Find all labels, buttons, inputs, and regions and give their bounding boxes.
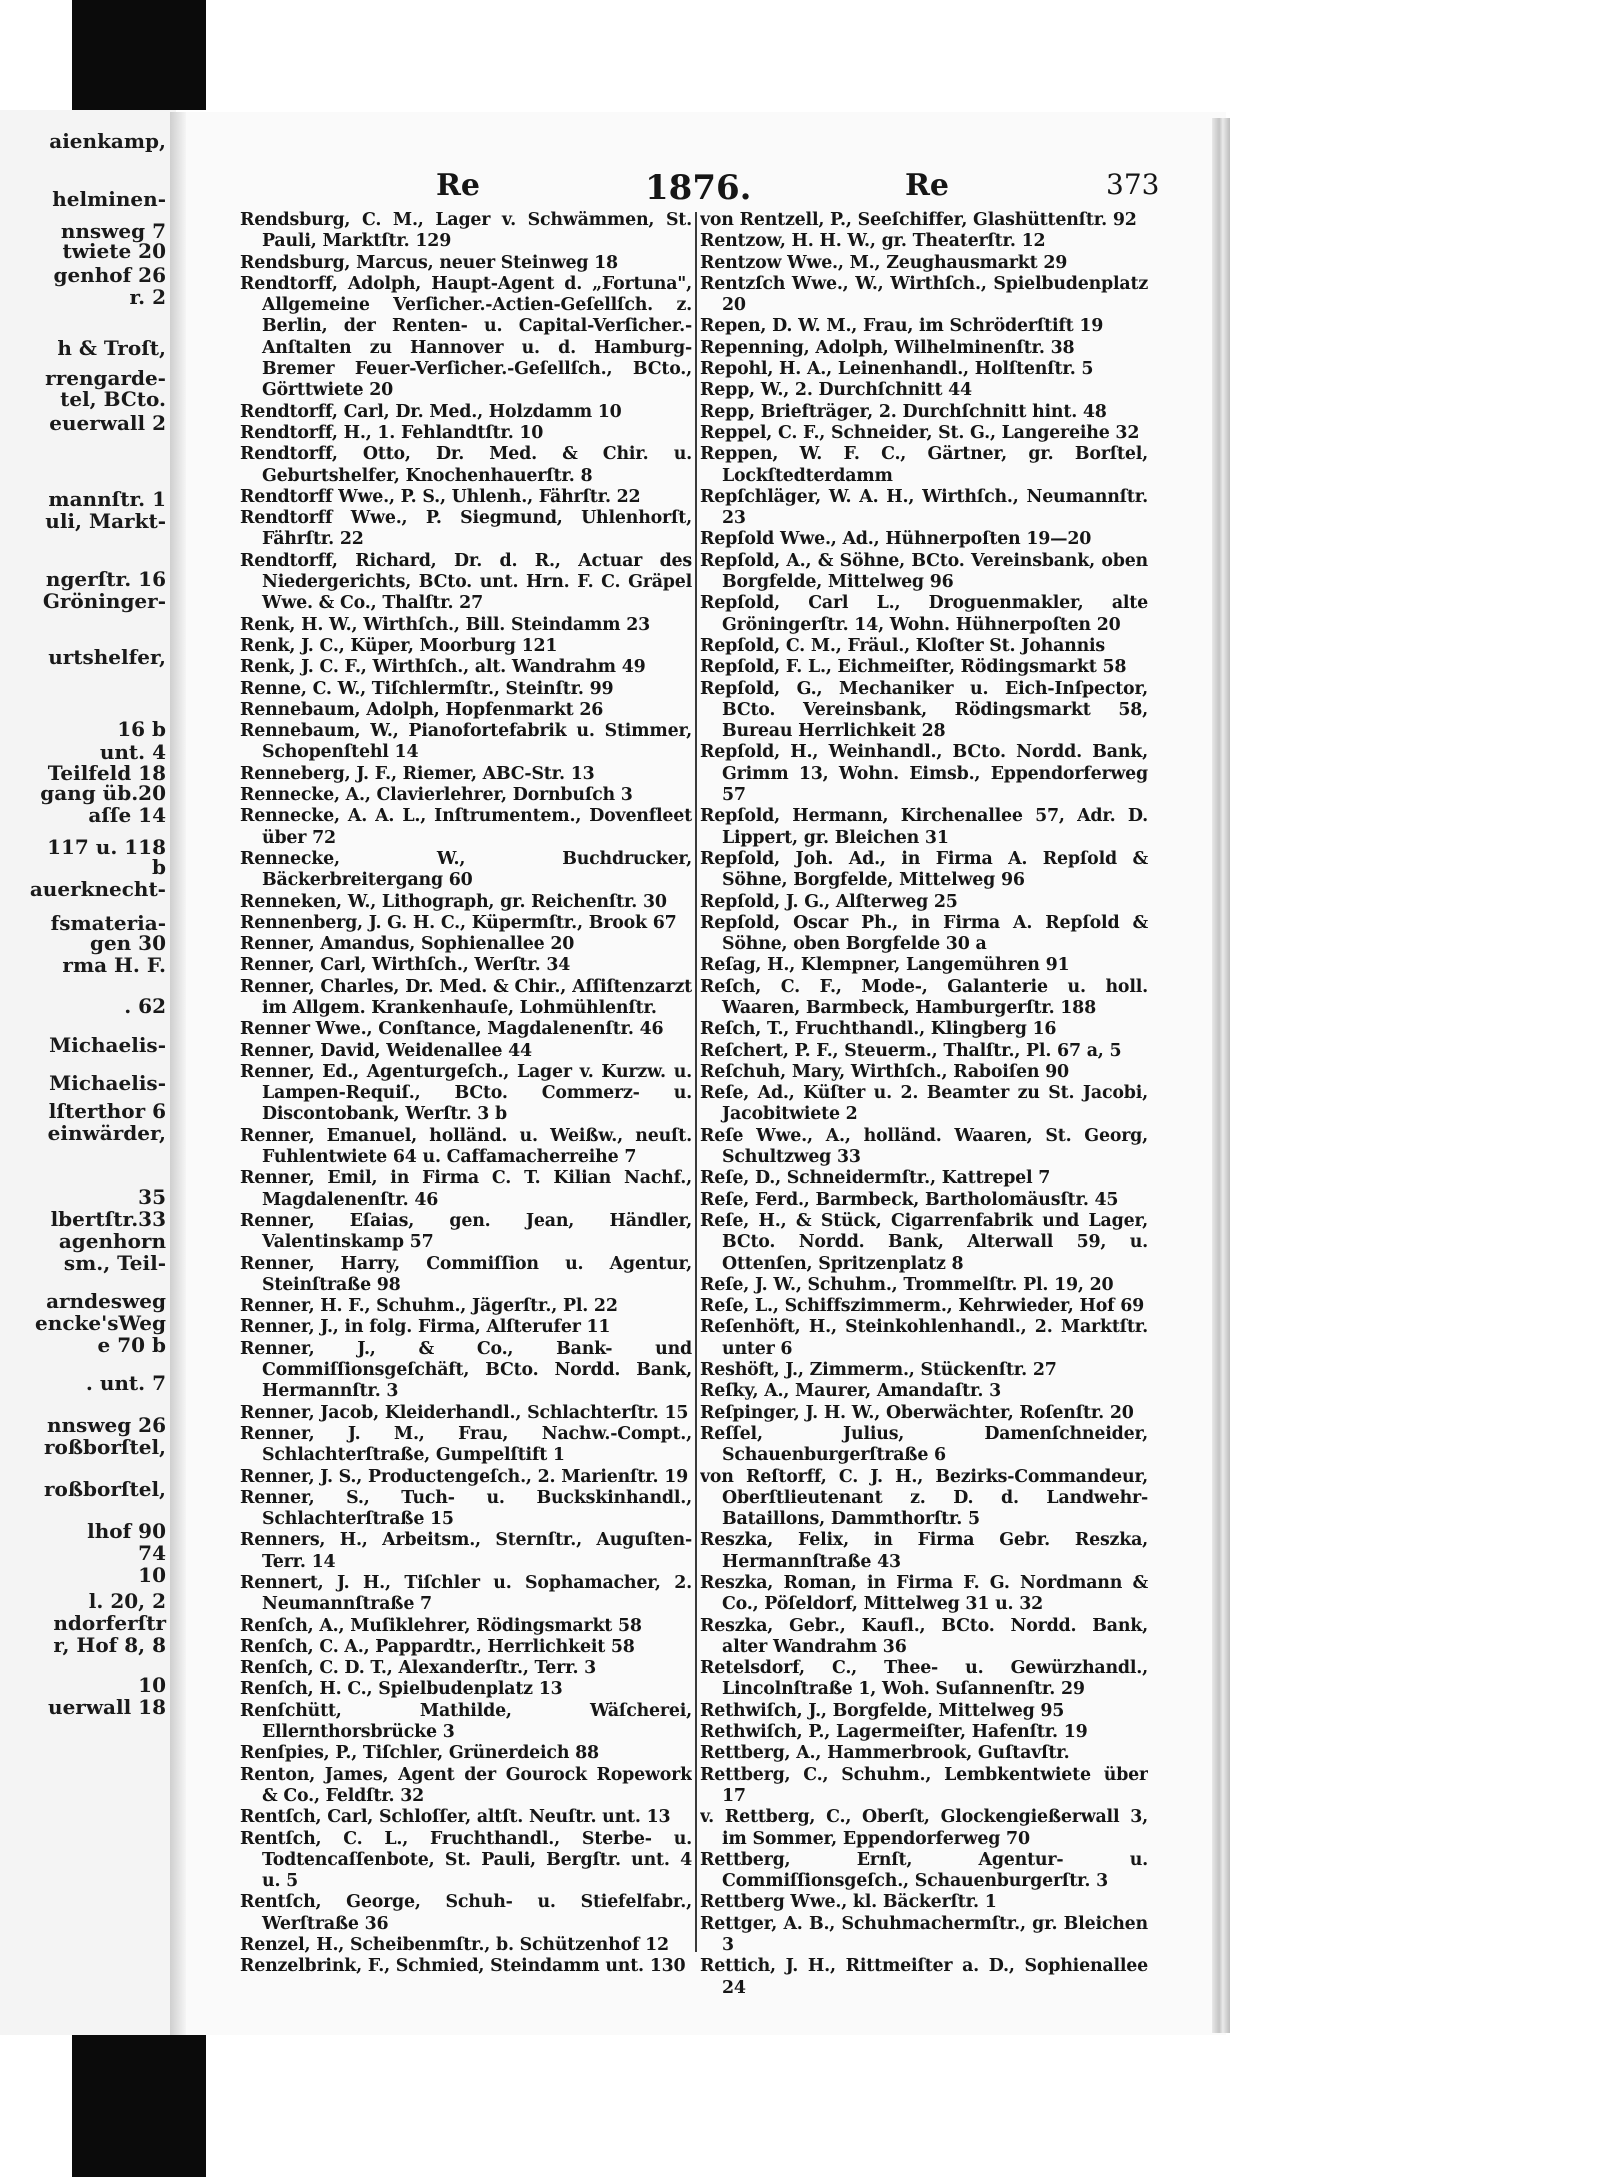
previous-page-fragment: r, Hof 8, 8 — [53, 1633, 166, 1657]
directory-entry: Repſold, J. G., Alſterweg 25 — [700, 891, 958, 912]
directory-entry: Reſenhöft, H., Steinkohlenhandl., 2. Marktſtr. unter 6 — [700, 1317, 1148, 1359]
previous-page-fragment: sm., Teil- — [63, 1251, 166, 1275]
directory-entry: Renner, Carl, Wirthſch., Werſtr. 34 — [240, 955, 571, 976]
directory-entry: Rendtorff, Adolph, Haupt-Agent d. „Fortuna", Allgemeine Verſicher.-Actien-Geſellſch. z. Berlin, der Renten- u. Capital-Verſicher.-Anſtalten zu Hannover u. d. Hamburg-Bremer Feuer-Verſicher.-Geſellſch., BCto., Görttwiete 20 — [240, 273, 692, 401]
previous-page-fragment: nnsweg 26 — [46, 1413, 166, 1437]
directory-entry: Renzel, H., Scheibenmſtr., b. Schützenhof 12 — [240, 1935, 669, 1956]
previous-page-fragment: einwärder, — [47, 1121, 166, 1145]
directory-entry: Renſpies, P., Tiſchler, Grünerdeich 88 — [240, 1743, 599, 1764]
previous-page-fragment: mannſtr. 1 — [48, 487, 166, 511]
previous-page-fragment: gang üb.20 — [40, 781, 166, 805]
directory-entry: Renner, Ed., Agenturgeſch., Lager v. Kurzw. u. Lampen-Requiſ., BCto. Commerz- u. Discontobank, Werſtr. 3 b — [240, 1061, 692, 1125]
previous-page-fragment: euerwall 2 — [49, 411, 166, 435]
column-divider — [695, 212, 697, 1952]
previous-page-fragment: aienkamp, — [49, 129, 166, 153]
previous-page-fragment: 10 — [138, 1563, 166, 1587]
directory-entry: Repſold, Joh. Ad., in Firma A. Repſold & Söhne, Borgfelde, Mittelweg 96 — [700, 848, 1148, 891]
previous-page-fragment: roßborſtel, — [43, 1435, 166, 1459]
directory-entry: Rettberg, C., Schuhm., Lembkentwiete über 17 — [700, 1764, 1148, 1806]
directory-entry: Rettberg, A., Hammerbrook, Guſtavſtr. — [700, 1743, 1070, 1764]
directory-entry: Rennecke, W., Buchdrucker, Bäckerbreitergang 60 — [240, 848, 692, 891]
directory-entry: Renner, Harry, Commiſſion u. Agentur, Steinſtraße 98 — [240, 1253, 692, 1295]
book-gutter-shadow — [170, 112, 186, 2035]
directory-entry: Repſold, A., & Söhne, BCto. Vereinsbank, oben Borgfelde, Mittelweg 96 — [700, 550, 1148, 593]
directory-entry: Rentzow, H. H. W., gr. Theaterſtr. 12 — [700, 231, 1046, 252]
running-head-year: 1876. — [645, 168, 752, 208]
directory-entry: Reszka, Roman, in Firma F. G. Nordmann & Co., Pöſeldorf, Mittelweg 31 u. 32 — [700, 1573, 1148, 1615]
previous-page-fragment: tel, BCto. — [60, 387, 166, 411]
directory-entry: Rethwiſch, P., Lagermeiſter, Hafenſtr. 19 — [700, 1722, 1088, 1743]
previous-page-fragment: e 70 b — [97, 1333, 166, 1357]
previous-page-fragment: ndorferſtr — [53, 1611, 166, 1635]
directory-entry: Reſchuh, Mary, Wirthſch., Raboiſen 90 — [700, 1061, 1069, 1082]
directory-entry: Rendtorff, H., 1. Fehlandtſtr. 10 — [240, 422, 544, 443]
directory-entry: Repohl, H. A., Leinenhandl., Holſtenſtr. 5 — [700, 359, 1094, 380]
directory-entry: Reſky, A., Maurer, Amandaſtr. 3 — [700, 1381, 1001, 1402]
directory-entry: Rentſch, C. L., Fruchthandl., Sterbe- u. Todtencaſſenbote, St. Pauli, Bergſtr. unt. 4 u. 5 — [240, 1828, 692, 1892]
previous-page-fragment: aſſe 14 — [88, 803, 166, 827]
previous-page-fragment: encke'sWeg — [35, 1311, 166, 1335]
previous-page-fragment: genhof 26 — [53, 263, 166, 287]
previous-page-fragment: auerknecht- — [29, 877, 166, 901]
directory-entry: Reſe, H., & Stück, Cigarrenfabrik und Lager, BCto. Nordd. Bank, Alterwall 59, u. Ottenſen, Spritzenplatz 8 — [700, 1210, 1148, 1274]
previous-page-fragment: roßborſtel, — [43, 1477, 166, 1501]
directory-entry: Reſpinger, J. H. W., Oberwächter, Roſenſtr. 20 — [700, 1402, 1134, 1423]
directory-entry: Rentſch, George, Schuh- u. Stiefelfabr., Werſtraße 36 — [240, 1892, 692, 1934]
directory-entry: Renner, Emanuel, holländ. u. Weißw., neuſt. Fuhlentwiete 64 u. Caffamacherreihe 7 — [240, 1125, 692, 1168]
directory-entry: Rendtorff, Carl, Dr. Med., Holzdamm 10 — [240, 401, 622, 422]
directory-entry: Rentzſch Wwe., W., Wirthſch., Spielbudenplatz 20 — [700, 273, 1148, 316]
previous-page-fragment: h & Troſt, — [57, 336, 166, 360]
directory-entry: Reppel, C. F., Schneider, St. G., Langereihe 32 — [700, 422, 1140, 443]
previous-page-fragment: uli, Markt- — [45, 509, 166, 533]
directory-entry: Reſſel, Julius, Damenſchneider, Schauenburgerſtraße 6 — [700, 1423, 1148, 1466]
previous-page-fragment: uerwall 18 — [48, 1695, 166, 1719]
directory-entry: Rentzow Wwe., M., Zeughausmarkt 29 — [700, 252, 1068, 273]
directory-entry: Renner, Eſaias, gen. Jean, Händler, Valentinskamp 57 — [240, 1210, 692, 1253]
directory-entry: Renſchütt, Mathilde, Wäſcherei, Ellernthorsbrücke 3 — [240, 1700, 692, 1743]
directory-entry: Reppen, W. F. C., Gärtner, gr. Borſtel, Lockſtedterdamm — [700, 444, 1148, 486]
scan-border-bottom — [72, 2035, 206, 2177]
directory-entry: Reſe, L., Schiffszimmerm., Kehrwieder, Hof 69 — [700, 1296, 1145, 1317]
directory-entry: Reſe, D., Schneidermſtr., Kattrepel 7 — [700, 1168, 1051, 1189]
directory-entry: Renner, David, Weidenallee 44 — [240, 1040, 532, 1061]
directory-entry: Rendsburg, C. M., Lager v. Schwämmen, St. Pauli, Marktſtr. 129 — [240, 210, 692, 252]
directory-entry: Renner, J. S., Productengeſch., 2. Marienſtr. 19 — [240, 1466, 689, 1487]
previous-page-fragment: Teilfeld 18 — [47, 761, 166, 785]
previous-page-fragment: rma H. F. — [62, 953, 166, 977]
previous-page-column — [0, 122, 172, 2022]
directory-entry: Repenning, Adolph, Wilhelminenſtr. 38 — [700, 337, 1075, 358]
directory-entry: Renſch, A., Muſiklehrer, Rödingsmarkt 58 — [240, 1615, 642, 1636]
directory-entry: Renſch, C. A., Pappardtr., Herrlichkeit 58 — [240, 1636, 635, 1657]
directory-entry: Rettberg, Ernſt, Agentur- u. Commiſſionsgeſch., Schauenburgerſtr. 3 — [700, 1849, 1148, 1892]
directory-entry: Rendsburg, Marcus, neuer Steinweg 18 — [240, 252, 618, 273]
directory-entry: Reſchert, P. F., Steuerm., Thalſtr., Pl. 67 a, 5 — [700, 1040, 1122, 1061]
directory-entry: Renneberg, J. F., Riemer, ABC-Str. 13 — [240, 763, 595, 784]
previous-page-fragment: lbertſtr.33 — [50, 1207, 166, 1231]
directory-entry: Renner Wwe., Conſtance, Magdalenenſtr. 46 — [240, 1019, 664, 1040]
directory-entry: Rettger, A. B., Schuhmachermſtr., gr. Bleichen 3 — [700, 1913, 1148, 1956]
directory-entry: Repſold Wwe., Ad., Hühnerpoſten 19—20 — [700, 529, 1092, 550]
directory-entry: Reſe, Ferd., Barmbeck, Bartholomäusſtr. 45 — [700, 1189, 1119, 1210]
previous-page-fragment: agenhorn — [58, 1229, 166, 1253]
previous-page-fragment: 74 — [138, 1541, 166, 1565]
directory-entry: Rendtorff, Otto, Dr. Med. & Chir. u. Geburtshelfer, Knochenhauerſtr. 8 — [240, 444, 692, 486]
directory-entry: Renner, Amandus, Sophienallee 20 — [240, 934, 575, 955]
directory-entry: Rentſch, Carl, Schloſſer, altſt. Neuſtr. unt. 13 — [240, 1807, 671, 1828]
directory-column-left — [240, 210, 692, 2010]
directory-entry: Repſold, G., Mechaniker u. Eich-Inſpector, BCto. Vereinsbank, Rödingsmarkt 58, Bureau Herrlichkeit 28 — [700, 678, 1148, 742]
directory-entry: Rendtorff Wwe., P. Siegmund, Uhlenhorſt, Fährſtr. 22 — [240, 508, 692, 550]
directory-column-right — [700, 210, 1148, 2010]
directory-entry: Reſe, Ad., Küſter u. 2. Beamter zu St. Jacobi, Jacobitwiete 2 — [700, 1083, 1148, 1125]
directory-entry: Renner, S., Tuch- u. Buckskinhandl., Schlachterſtraße 15 — [240, 1487, 692, 1530]
directory-entry: Repſold, Oscar Ph., in Firma A. Repſold & Söhne, oben Borgfelde 30 a — [700, 912, 1148, 955]
directory-entry: Repſold, H., Weinhandl., BCto. Nordd. Bank, Grimm 13, Wohn. Eimsb., Eppendorferweg 57 — [700, 742, 1148, 806]
directory-entry: Renners, H., Arbeitsm., Sternſtr., Auguſten-Terr. 14 — [240, 1530, 692, 1572]
previous-page-fragment: urtshelfer, — [48, 645, 166, 669]
previous-page-fragment: . unt. 7 — [85, 1371, 166, 1395]
directory-entry: Repſchläger, W. A. H., Wirthſch., Neumannſtr. 23 — [700, 486, 1148, 529]
previous-page-fragment: nnsweg 7 — [60, 219, 166, 243]
directory-entry: Renner, J. M., Frau, Nachw.-Compt., Schlachterſtraße, Gumpelſtift 1 — [240, 1423, 692, 1466]
directory-entry: Rendtorff Wwe., P. S., Uhlenh., Fährſtr. 22 — [240, 486, 641, 507]
previous-page-fragment: 16 b — [117, 717, 166, 741]
directory-entry: Renner, Charles, Dr. Med. & Chir., Aſſiſtenzarzt im Allgem. Krankenhauſe, Lohmühlenſtr. — [240, 976, 692, 1018]
previous-page-fragment: arndesweg — [46, 1289, 166, 1313]
previous-page-fragment: r. 2 — [129, 285, 166, 309]
directory-entry: Rettich, J. H., Rittmeiſter a. D., Sophienallee 24 — [700, 1956, 1148, 1998]
directory-entry: Renner, Emil, in Firma C. T. Kilian Nachf., Magdalenenſtr. 46 — [240, 1168, 692, 1210]
directory-entry: Repſold, Carl L., Droguenmakler, alte Gröningerſtr. 14, Wohn. Hühnerpoſten 20 — [700, 593, 1148, 635]
previous-page-fragment: 117 u. 118 — [47, 835, 166, 859]
scan-border-top — [72, 0, 206, 110]
directory-entry: Renton, James, Agent der Gourock Ropework & Co., Feldſtr. 32 — [240, 1764, 692, 1806]
directory-entry: Reſe Wwe., A., holländ. Waaren, St. Georg, Schultzweg 33 — [700, 1125, 1148, 1168]
directory-entry: Reſe, J. W., Schuhm., Trommelſtr. Pl. 19, 20 — [700, 1274, 1114, 1295]
directory-entry: Rethwiſch, J., Borgfelde, Mittelweg 95 — [700, 1700, 1065, 1721]
running-head-left: Re — [436, 168, 481, 203]
previous-page-fragment: ngerſtr. 16 — [45, 567, 166, 591]
previous-page-fragment: helminen- — [52, 187, 166, 211]
directory-entry: Reshöft, J., Zimmerm., Stückenſtr. 27 — [700, 1360, 1057, 1381]
previous-page-fragment: l. 20, 2 — [88, 1589, 166, 1613]
directory-entry: Renk, H. W., Wirthſch., Bill. Steindamm 23 — [240, 614, 651, 635]
directory-entry: Renne, C. W., Tiſchlermſtr., Steinſtr. 99 — [240, 678, 614, 699]
page-number: 373 — [1106, 168, 1160, 201]
previous-page-fragment: b — [152, 855, 166, 879]
directory-entry: von Reſtorff, C. J. H., Bezirks-Commandeur, Oberſtlieutenant z. D. d. Landwehr-Bataillons, Dammthorſtr. 5 — [700, 1466, 1148, 1530]
directory-entry: v. Rettberg, C., Oberſt, Glockengießerwall 3, im Sommer, Eppendorferweg 70 — [700, 1807, 1148, 1849]
directory-entry: Renſch, C. D. T., Alexanderſtr., Terr. 3 — [240, 1658, 597, 1679]
directory-entry: Rennenberg, J. G. H. C., Küpermſtr., Brook 67 — [240, 912, 677, 933]
directory-entry: Repp, Briefträger, 2. Durchſchnitt hint. 48 — [700, 401, 1107, 422]
directory-entry: Reszka, Gebr., Kaufl., BCto. Nordd. Bank, alter Wandrahm 36 — [700, 1615, 1148, 1657]
directory-entry: Renk, J. C., Küper, Moorburg 121 — [240, 635, 558, 656]
directory-entry: Rennebaum, Adolph, Hopfenmarkt 26 — [240, 699, 604, 720]
directory-entry: Rennert, J. H., Tiſchler u. Sophamacher, 2. Neumannſtraße 7 — [240, 1573, 692, 1615]
directory-entry: Rettberg Wwe., kl. Bäckerſtr. 1 — [700, 1892, 997, 1913]
directory-entry: Renzelbrink, F., Schmied, Steindamm unt. 130 — [240, 1956, 686, 1977]
directory-entry: Renneken, W., Lithograph, gr. Reichenſtr. 30 — [240, 891, 667, 912]
directory-entry: Renner, H. F., Schuhm., Jägerſtr., Pl. 22 — [240, 1296, 618, 1317]
directory-entry: Renſch, H. C., Spielbudenplatz 13 — [240, 1679, 563, 1700]
directory-entry: Reſag, H., Klempner, Langemühren 91 — [700, 955, 1070, 976]
directory-entry: Reszka, Felix, in Firma Gebr. Reszka, Hermannſtraße 43 — [700, 1530, 1148, 1572]
previous-page-fragment: unt. 4 — [99, 740, 166, 764]
previous-page-fragment: 10 — [138, 1673, 166, 1697]
previous-page-fragment: rrengarde- — [45, 366, 166, 390]
previous-page-fragment: gen 30 — [89, 931, 166, 955]
directory-entry: Renner, J., in folg. Firma, Alſterufer 11 — [240, 1317, 611, 1338]
directory-entry: Repſold, C. M., Fräul., Kloſter St. Johannis — [700, 635, 1106, 656]
running-head-right: Re — [905, 168, 950, 203]
directory-entry: Rendtorff, Richard, Dr. d. R., Actuar des Niedergerichts, BCto. unt. Hrn. F. C. Gräpel Wwe. & Co., Thalſtr. 27 — [240, 550, 692, 614]
directory-entry: Repen, D. W. M., Frau, im Schröderſtift 19 — [700, 316, 1104, 337]
directory-entry: Reſch, C. F., Mode-, Galanterie u. holl. Waaren, Barmbeck, Hamburgerſtr. 188 — [700, 976, 1148, 1018]
directory-entry: Renner, Jacob, Kleiderhandl., Schlachterſtr. 15 — [240, 1402, 689, 1423]
previous-page-fragment: fsmateria- — [50, 911, 166, 935]
directory-entry: Repſold, F. L., Eichmeiſter, Rödingsmarkt 58 — [700, 657, 1127, 678]
directory-entry: Rennebaum, W., Pianofortefabrik u. Stimmer, Schopenſtehl 14 — [240, 721, 692, 763]
previous-page-fragment: twiete 20 — [62, 239, 166, 263]
directory-entry: Repp, W., 2. Durchſchnitt 44 — [700, 380, 972, 401]
directory-entry: Retelsdorf, C., Thee- u. Gewürzhandl., Lincolnſtraße 1, Woh. Suſannenſtr. 29 — [700, 1658, 1148, 1700]
previous-page-fragment: Michaelis- — [49, 1071, 166, 1095]
directory-entry: Renner, J., & Co., Bank- und Commiſſionsgeſchäft, BCto. Nordd. Bank, Hermannſtr. 3 — [240, 1338, 692, 1402]
directory-entry: Rennecke, A., Clavierlehrer, Dornbuſch 3 — [240, 785, 633, 806]
previous-page-fragment: Gröninger- — [42, 589, 166, 613]
directory-entry: Rennecke, A. A. L., Inſtrumentem., Dovenfleet über 72 — [240, 806, 692, 848]
previous-page-fragment: Michaelis- — [49, 1033, 166, 1057]
previous-page-fragment: lſterthor 6 — [48, 1099, 166, 1123]
previous-page-fragment: lhof 90 — [87, 1519, 166, 1543]
directory-entry: Repſold, Hermann, Kirchenallee 57, Adr. D. Lippert, gr. Bleichen 31 — [700, 806, 1148, 848]
directory-entry: Reſch, T., Fruchthandl., Klingberg 16 — [700, 1019, 1057, 1040]
directory-entry: von Rentzell, P., Seeſchiffer, Glashüttenſtr. 92 — [700, 210, 1137, 230]
previous-page-fragment: 35 — [138, 1185, 166, 1209]
page-edge — [1212, 118, 1230, 2033]
directory-entry: Renk, J. C. F., Wirthſch., alt. Wandrahm 49 — [240, 657, 646, 678]
previous-page-fragment: . 62 — [124, 994, 166, 1018]
